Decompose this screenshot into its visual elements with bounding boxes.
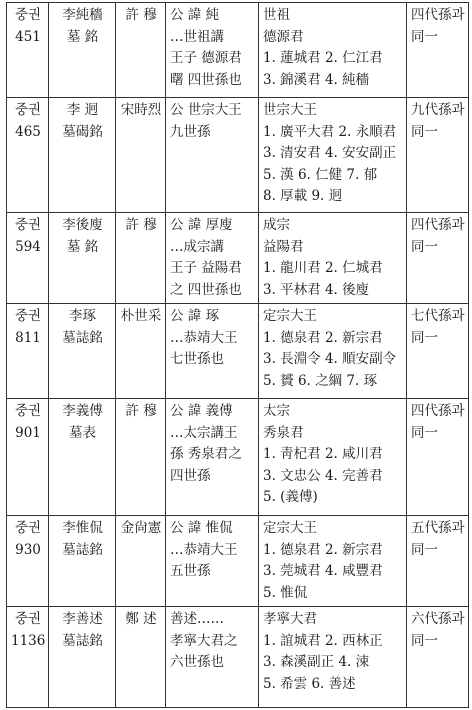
author-cell-text: 宋時烈	[120, 102, 162, 118]
relation-cell-line: 六代孫과	[411, 611, 465, 627]
lineage-cell-line: 1. 廣平大君 2. 永順君	[263, 123, 397, 140]
volume-cell-line: 465	[15, 123, 41, 140]
author-cell-text: 許 穆	[125, 217, 157, 233]
title-cell	[49, 304, 116, 399]
lineage-cell-line: 1. 德泉君 2. 新宗君	[263, 541, 383, 558]
lineage-cell	[259, 98, 407, 213]
title-cell-line: 李後廋	[62, 217, 103, 233]
title-cell-line: 墓碣銘	[62, 123, 103, 140]
title-cell-line: 李琢	[69, 308, 96, 324]
relation-cell-line: 同一	[411, 632, 438, 649]
source-text-cell-line: …世祖講	[170, 28, 224, 45]
relation-cell	[407, 213, 469, 304]
relation-cell	[407, 516, 469, 607]
lineage-cell-line: 3. 文忠公 4. 完善君	[263, 467, 383, 484]
volume-cell-line: 중권	[14, 520, 42, 536]
lineage-cell-line: 世祖	[263, 7, 290, 23]
volume-cell-line: 811	[15, 329, 41, 346]
lineage-cell-line: 3. 森溪副正 4. 涑	[263, 654, 370, 670]
relation-cell-line: 九代孫과	[411, 102, 465, 118]
source-text-cell-line: …恭靖大王	[170, 541, 238, 558]
source-text-cell	[166, 304, 259, 399]
relation-cell-line: 四代孫과	[411, 403, 465, 419]
title-cell-line: 李義傅	[62, 403, 103, 419]
volume-cell-line: 중권	[14, 403, 42, 419]
lineage-cell-line: 3. 平林君 4. 後廋	[263, 281, 370, 298]
title-cell	[49, 607, 116, 708]
source-text-cell-line: 王子 益陽君	[170, 260, 242, 276]
relation-cell-line: 同一	[411, 424, 438, 441]
author-cell-text: 許 穆	[125, 7, 157, 23]
source-text-cell-line: 曙 四世孫也	[170, 71, 242, 88]
lineage-cell-line: 太宗	[263, 403, 290, 419]
volume-cell-line: 중권	[14, 7, 42, 23]
source-text-cell-line: 公 諱 惟侃	[170, 520, 233, 536]
author-cell	[116, 516, 166, 607]
relation-cell-line: 四代孫과	[411, 217, 465, 233]
source-text-cell	[166, 607, 259, 708]
lineage-cell	[259, 213, 407, 304]
source-text-cell-line: 孫 秀泉君之	[170, 446, 242, 462]
author-cell-text: 朴世采	[120, 308, 162, 324]
volume-cell-line: 901	[15, 424, 41, 441]
lineage-cell-line: 3. 清安君 4. 安安副正	[263, 145, 397, 161]
source-text-cell	[166, 399, 259, 516]
relation-cell-line: 同一	[411, 238, 438, 255]
author-cell	[116, 213, 166, 304]
volume-cell	[7, 516, 49, 607]
volume-cell-line: 중권	[14, 102, 42, 118]
title-cell-line: 李惟侃	[62, 520, 103, 536]
author-cell	[116, 607, 166, 708]
author-cell	[116, 304, 166, 399]
lineage-cell	[259, 399, 407, 516]
source-text-cell	[166, 516, 259, 607]
volume-cell-line: 중권	[14, 308, 42, 324]
lineage-cell-line: 定宗大王	[263, 308, 317, 324]
lineage-cell-line: 3. 長淵令 4. 順安副令	[263, 351, 397, 367]
lineage-cell-line: 成宗	[263, 217, 290, 233]
volume-cell	[7, 3, 49, 98]
source-text-cell-line: 公 諱 琢	[170, 308, 220, 324]
lineage-cell-line: 3. 錦溪君 4. 純穡	[263, 71, 370, 88]
volume-cell-line: 1136	[11, 632, 46, 649]
author-cell	[116, 98, 166, 213]
title-cell-line: 墓誌銘	[62, 541, 103, 558]
source-text-cell-line: 五世孫	[170, 563, 211, 579]
title-cell	[49, 3, 116, 98]
lineage-cell-line: 1. 德泉君 2. 新宗君	[263, 329, 383, 346]
relation-cell-line: 七代孫과	[411, 308, 465, 324]
lineage-cell-line: 5. 惟侃	[263, 584, 308, 601]
title-cell	[49, 516, 116, 607]
volume-cell	[7, 98, 49, 213]
volume-cell-line: 930	[15, 541, 41, 558]
author-cell	[116, 399, 166, 516]
title-cell-line: 墓表	[69, 424, 96, 441]
volume-cell	[7, 304, 49, 399]
lineage-cell-line: 5. (義傅)	[263, 489, 318, 505]
title-cell	[49, 213, 116, 304]
source-text-cell-line: …太宗講王	[170, 424, 238, 441]
volume-cell-line: 594	[15, 238, 41, 255]
source-text-cell-line: 九世孫	[170, 123, 211, 140]
source-text-cell	[166, 98, 259, 213]
title-cell-line: 墓誌銘	[62, 329, 103, 346]
table-body	[7, 3, 469, 708]
lineage-cell-line: 孝寧大君	[263, 611, 317, 627]
source-text-cell-line: 孝寧大君之	[170, 632, 238, 649]
title-cell-line: 墓誌銘	[62, 632, 103, 649]
lineage-cell-line: 定宗大王	[263, 520, 317, 536]
relation-cell-line: 五代孫과	[411, 520, 465, 536]
lineage-cell-line: 5. 漢 6. 仁健 7. 郁	[263, 166, 378, 183]
relation-cell-line: 同一	[411, 123, 438, 140]
source-text-cell-line: 六世孫也	[170, 654, 224, 670]
lineage-cell-line: 益陽君	[263, 238, 304, 255]
lineage-cell-line: 1. 蓮城君 2. 仁江君	[263, 50, 383, 66]
table-row	[7, 213, 469, 304]
relation-cell	[407, 607, 469, 708]
source-text-cell-line: 公 諱 純	[170, 7, 220, 23]
relation-cell-line: 同一	[411, 329, 438, 346]
volume-cell-line: 중권	[14, 611, 42, 627]
relation-cell	[407, 399, 469, 516]
source-text-cell-line: …恭靖大王	[170, 329, 238, 346]
volume-cell	[7, 607, 49, 708]
relation-cell-line: 同一	[411, 541, 438, 558]
lineage-cell-line: 3. 莞城君 4. 咸豐君	[263, 563, 383, 579]
lineage-cell-line: 1. 龍川君 2. 仁城君	[263, 260, 383, 276]
title-cell-line: 李善述	[62, 611, 103, 627]
volume-cell	[7, 399, 49, 516]
table-row	[7, 399, 469, 516]
genealogy-table	[6, 2, 469, 708]
volume-cell-line: 451	[15, 28, 41, 45]
lineage-cell	[259, 3, 407, 98]
relation-cell-line: 同一	[411, 28, 438, 45]
author-cell-text: 鄭 述	[125, 611, 157, 627]
lineage-cell-line: 8. 厚載 9. 迥	[263, 188, 343, 204]
lineage-cell	[259, 607, 407, 708]
lineage-cell-line: 5. 贇 6. 之綱 7. 琢	[263, 372, 378, 389]
source-text-cell-line: 公 世宗大王	[170, 102, 242, 118]
lineage-cell-line: 5. 希雲 6. 善述	[263, 675, 356, 692]
source-text-cell-line: 七世孫也	[170, 351, 224, 367]
relation-cell-line: 四代孫과	[411, 7, 465, 23]
source-text-cell-line: 王子 德源君	[170, 50, 242, 66]
title-cell-line: 李純穡	[62, 7, 103, 23]
title-cell	[49, 399, 116, 516]
title-cell-line: 墓 銘	[66, 238, 99, 255]
table-row	[7, 516, 469, 607]
source-text-cell-line: 善述……	[170, 611, 224, 627]
relation-cell	[407, 304, 469, 399]
lineage-cell-line: 德源君	[263, 28, 304, 45]
volume-cell	[7, 213, 49, 304]
author-cell	[116, 3, 166, 98]
title-cell-line: 墓 銘	[66, 28, 99, 45]
author-cell-text: 金尙憲	[120, 520, 162, 536]
relation-cell	[407, 98, 469, 213]
lineage-cell-line: 世宗大王	[263, 102, 317, 118]
relation-cell	[407, 3, 469, 98]
table-row	[7, 607, 469, 708]
source-text-cell-line: 公 諱 義傅	[170, 403, 233, 419]
table-row	[7, 304, 469, 399]
title-cell-line: 李 迥	[66, 102, 99, 118]
volume-cell-line: 중권	[14, 217, 42, 233]
lineage-cell-line: 秀泉君	[263, 424, 304, 441]
lineage-cell-line: 1. 誼城君 2. 西林正	[263, 632, 383, 649]
title-cell	[49, 98, 116, 213]
lineage-cell-line: 1. 靑杞君 2. 咸川君	[263, 446, 383, 462]
source-text-cell-line: 四世孫	[170, 467, 211, 484]
table-row	[7, 3, 469, 98]
author-cell-text: 許 穆	[125, 403, 157, 419]
table-row	[7, 98, 469, 213]
lineage-cell	[259, 304, 407, 399]
source-text-cell	[166, 3, 259, 98]
source-text-cell-line: …成宗講	[170, 238, 224, 255]
source-text-cell-line: 公 諱 厚廋	[170, 217, 233, 233]
source-text-cell	[166, 213, 259, 304]
lineage-cell	[259, 516, 407, 607]
source-text-cell-line: 之 四世孫也	[170, 281, 242, 298]
